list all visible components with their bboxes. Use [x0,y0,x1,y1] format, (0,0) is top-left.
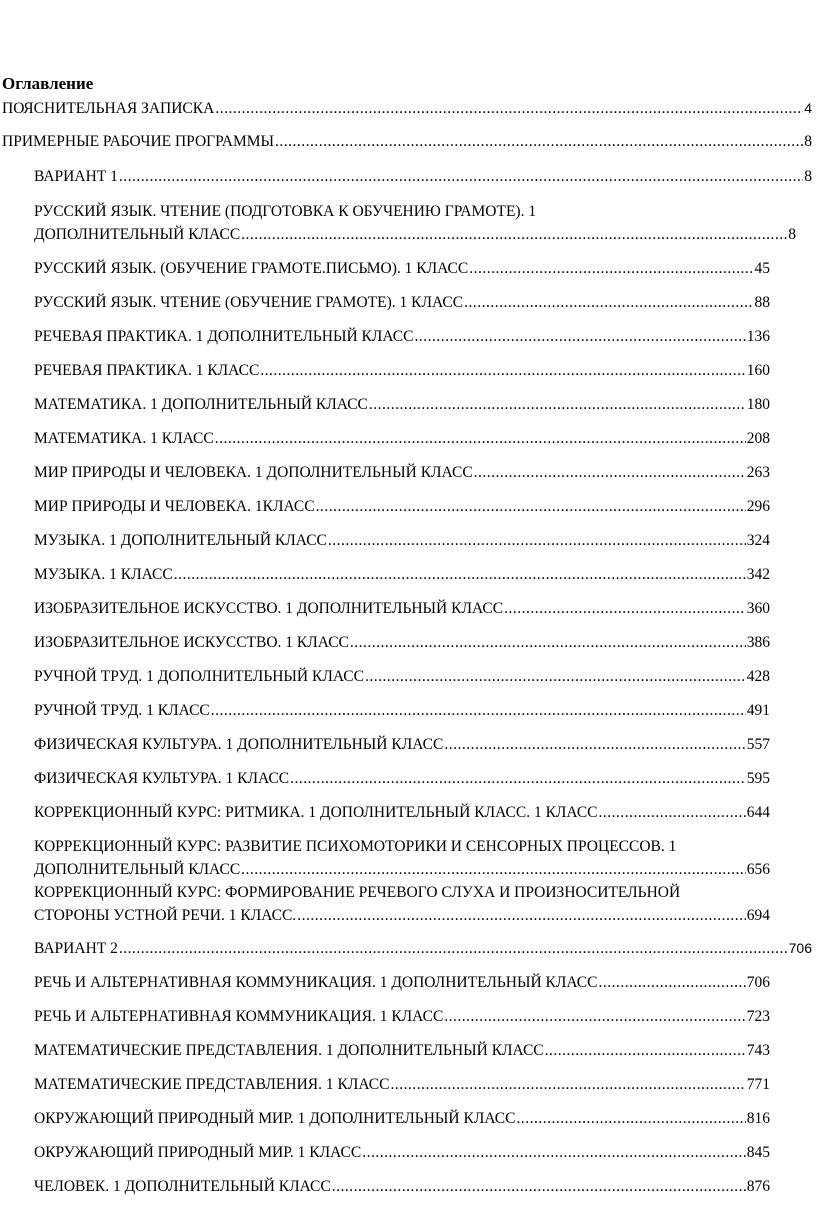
dot-leader [469,257,753,280]
toc-entry[interactable] [34,801,770,824]
dot-leader [444,733,745,756]
toc-entry-title: РУССКИЙ ЯЗЫК. ЧТЕНИЕ (ОБУЧЕНИЕ ГРАМОТЕ). 1 КЛАСС [34,294,464,311]
toc-entry[interactable] [34,427,770,450]
dot-leader [390,1073,745,1096]
dot-leader [415,325,746,348]
dot-leader [275,130,803,153]
toc-entry[interactable] [34,631,770,654]
dot-leader [545,1039,746,1062]
toc-entry-title: СТОРОНЫ УСТНОЙ РЕЧИ. 1 КЛАСС. [34,907,297,924]
toc-page-number: 360 [746,600,770,617]
toc-entry[interactable] [34,291,770,314]
dot-leader [211,699,746,722]
toc-entry[interactable] [34,881,770,927]
toc-entry[interactable] [34,325,770,348]
toc-page-number: 876 [746,1178,770,1195]
toc-entry-title-line: КОРРЕКЦИОННЫЙ КУРС: ФОРМИРОВАНИЕ РЕЧЕВОГО СЛУХА И ПРОИЗНОСИТЕЛЬНОЙ [34,884,681,901]
toc-page-number: 595 [746,770,770,787]
toc-page-number: 88 [754,294,770,311]
toc-entry-title: ИЗОБРАЗИТЕЛЬНОЕ ИСКУССТВО. 1 ДОПОЛНИТЕЛЬНЫЙ КЛАСС [34,600,504,617]
dot-leader [504,597,746,620]
toc-entry-title: МАТЕМАТИКА. 1 КЛАСС [34,430,214,447]
toc-entry-title: РУССКИЙ ЯЗЫК. (ОБУЧЕНИЕ ГРАМОТЕ.ПИСЬМО). 1 КЛАСС [34,260,469,277]
toc-entry-title-line: РУССКИЙ ЯЗЫК. ЧТЕНИЕ (ПОДГОТОВКА К ОБУЧЕНИЮ ГРАМОТЕ). 1 [34,203,537,220]
toc-page-number: 296 [746,498,770,515]
toc-entry[interactable] [34,1073,770,1096]
toc-page-number: 386 [746,634,770,651]
toc-entry-title: РУЧНОЙ ТРУД. 1 КЛАСС [34,702,210,719]
toc-entry[interactable] [34,563,770,586]
toc-page-number: 180 [746,396,770,413]
toc-page-number: 845 [746,1144,770,1161]
toc-entry-title: РЕЧЬ И АЛЬТЕРНАТИВНАЯ КОММУНИКАЦИЯ. 1 ДОПОЛНИТЕЛЬНЫЙ КЛАСС [34,974,598,991]
dot-leader [241,858,746,881]
dot-leader [362,1141,746,1164]
toc-entry[interactable] [34,971,770,994]
toc-entry-title: ПРИМЕРНЫЕ РАБОЧИЕ ПРОГРАММЫ [2,133,275,150]
dot-leader [444,1005,745,1028]
toc-entry-title: РУЧНОЙ ТРУД. 1 ДОПОЛНИТЕЛЬНЫЙ КЛАСС [34,668,364,685]
toc-page-number: 694 [746,907,770,924]
toc-entry[interactable] [34,495,770,518]
toc-page-number: 644 [746,804,770,821]
dot-leader [215,427,746,450]
toc-page-number: 160 [746,362,770,379]
toc-entry[interactable] [2,97,812,120]
toc-entry-title: МАТЕМАТИЧЕСКИЕ ПРЕДСТАВЛЕНИЯ. 1 ДОПОЛНИТЕЛЬНЫЙ КЛАСС [34,1042,544,1059]
toc-page-number: 45 [754,260,770,277]
toc-entry-title: ПОЯСНИТЕЛЬНАЯ ЗАПИСКА [2,100,215,117]
toc-entry-title-line: КОРРЕКЦИОННЫЙ КУРС: РАЗВИТИЕ ПСИХОМОТОРИКИ И СЕНСОРНЫХ ПРОЦЕССОВ. 1 [34,838,677,855]
toc-entry[interactable] [34,461,770,484]
toc-entry-title: ДОПОЛНИТЕЛЬНЫЙ КЛАСС [34,861,241,878]
toc-entry[interactable] [34,597,770,620]
toc-entry-title: ВАРИАНТ 1 [34,168,118,185]
toc-entry-title: МУЗЫКА. 1 КЛАСС [34,566,173,583]
toc-heading: Оглавление [2,74,94,93]
toc-page-number: 263 [746,464,770,481]
dot-leader [119,937,788,960]
dot-leader [290,767,746,790]
toc-entry[interactable] [34,1005,770,1028]
toc-page-number: 342 [746,566,770,583]
toc-entry-title: МАТЕМАТИЧЕСКИЕ ПРЕДСТАВЛЕНИЯ. 1 КЛАСС [34,1076,390,1093]
dot-leader [599,801,746,824]
toc-entry-title: ДОПОЛНИТЕЛЬНЫЙ КЛАСС [34,226,241,243]
toc-entry[interactable] [34,359,770,382]
toc-entry[interactable] [34,1175,770,1198]
toc-entry-title: ВАРИАНТ 2 [34,940,118,957]
toc-entry[interactable] [34,733,770,756]
dot-leader [599,971,746,994]
toc-entry[interactable] [34,1039,770,1062]
toc-entry-title: МИР ПРИРОДЫ И ЧЕЛОВЕКА. 1 ДОПОЛНИТЕЛЬНЫЙ КЛАСС [34,464,473,481]
toc-entry-title: ЧЕЛОВЕК. 1 ДОПОЛНИТЕЛЬНЫЙ КЛАСС [34,1178,331,1195]
toc-page-number: 491 [746,702,770,719]
toc-page-number: 208 [746,430,770,447]
toc-entry-title: РЕЧЕВАЯ ПРАКТИКА. 1 ДОПОЛНИТЕЛЬНЫЙ КЛАСС [34,328,414,345]
toc-entry[interactable] [34,767,770,790]
toc-page-number: 8 [804,133,812,150]
toc-entry[interactable] [34,529,770,552]
dot-leader [215,97,803,120]
toc-page-number: 4 [804,100,812,116]
toc-entry-title: ОКРУЖАЮЩИЙ ПРИРОДНЫЙ МИР. 1 КЛАСС [34,1144,362,1161]
dot-leader [174,563,746,586]
toc-page-number: 656 [746,861,770,878]
dot-leader [316,495,746,518]
toc-entry-title: РЕЧЕВАЯ ПРАКТИКА. 1 КЛАСС [34,362,260,379]
dot-leader [365,665,746,688]
toc-page-number: 324 [746,532,770,549]
toc-page-number: 557 [746,736,770,753]
toc-entry-title: ИЗОБРАЗИТЕЛЬНОЕ ИСКУССТВО. 1 КЛАСС [34,634,349,651]
toc-entry-title: МАТЕМАТИКА. 1 ДОПОЛНИТЕЛЬНЫЙ КЛАСС [34,396,368,413]
dot-leader [328,529,746,552]
dot-leader [474,461,746,484]
toc-entry-title: МУЗЫКА. 1 ДОПОЛНИТЕЛЬНЫЙ КЛАСС [34,532,327,549]
toc-entry[interactable] [2,130,812,153]
dot-leader [332,1175,746,1198]
toc-entry-title: ОКРУЖАЮЩИЙ ПРИРОДНЫЙ МИР. 1 ДОПОЛНИТЕЛЬНЫЙ КЛАСС [34,1110,516,1127]
toc-page-number: 706 [746,974,770,991]
toc-page-number: 428 [746,668,770,685]
toc-entry-title: РЕЧЬ И АЛЬТЕРНАТИВНАЯ КОММУНИКАЦИЯ. 1 КЛАСС [34,1008,444,1025]
dot-leader [369,393,746,416]
toc-page-number: 816 [746,1110,770,1127]
toc-entry[interactable] [34,937,812,960]
toc-entry[interactable] [34,393,770,416]
dot-leader [516,1107,745,1130]
toc-page-number: 743 [746,1042,770,1059]
toc-page-number: 771 [746,1076,770,1093]
dot-leader [464,291,753,314]
toc-entry[interactable] [34,200,796,246]
toc-page-number: 706 [788,940,812,956]
toc-page-number: 8 [804,168,812,185]
toc-entry[interactable] [34,699,770,722]
dot-leader [260,359,745,382]
toc-entry-title: ФИЗИЧЕСКАЯ КУЛЬТУРА. 1 ДОПОЛНИТЕЛЬНЫЙ КЛАСС [34,736,444,753]
toc-entry[interactable] [34,1141,770,1164]
toc-entry[interactable] [34,665,770,688]
dot-leader [350,631,746,654]
toc-entry[interactable] [34,257,770,280]
toc-entry[interactable] [34,165,812,188]
dot-leader [119,165,803,188]
dot-leader [297,904,746,927]
toc-entry[interactable] [34,1107,770,1130]
toc-entry[interactable] [34,835,770,881]
dot-leader [241,223,787,246]
toc-entry-title: МИР ПРИРОДЫ И ЧЕЛОВЕКА. 1КЛАСС [34,498,315,515]
toc-page-number: 136 [746,328,770,345]
toc-entry-title: ФИЗИЧЕСКАЯ КУЛЬТУРА. 1 КЛАСС [34,770,290,787]
toc-page-number: 723 [746,1008,770,1025]
toc-entry-title: КОРРЕКЦИОННЫЙ КУРС: РИТМИКА. 1 ДОПОЛНИТЕЛЬНЫЙ КЛАСС. 1 КЛАСС [34,804,598,821]
toc-page-number: 8 [788,226,796,243]
